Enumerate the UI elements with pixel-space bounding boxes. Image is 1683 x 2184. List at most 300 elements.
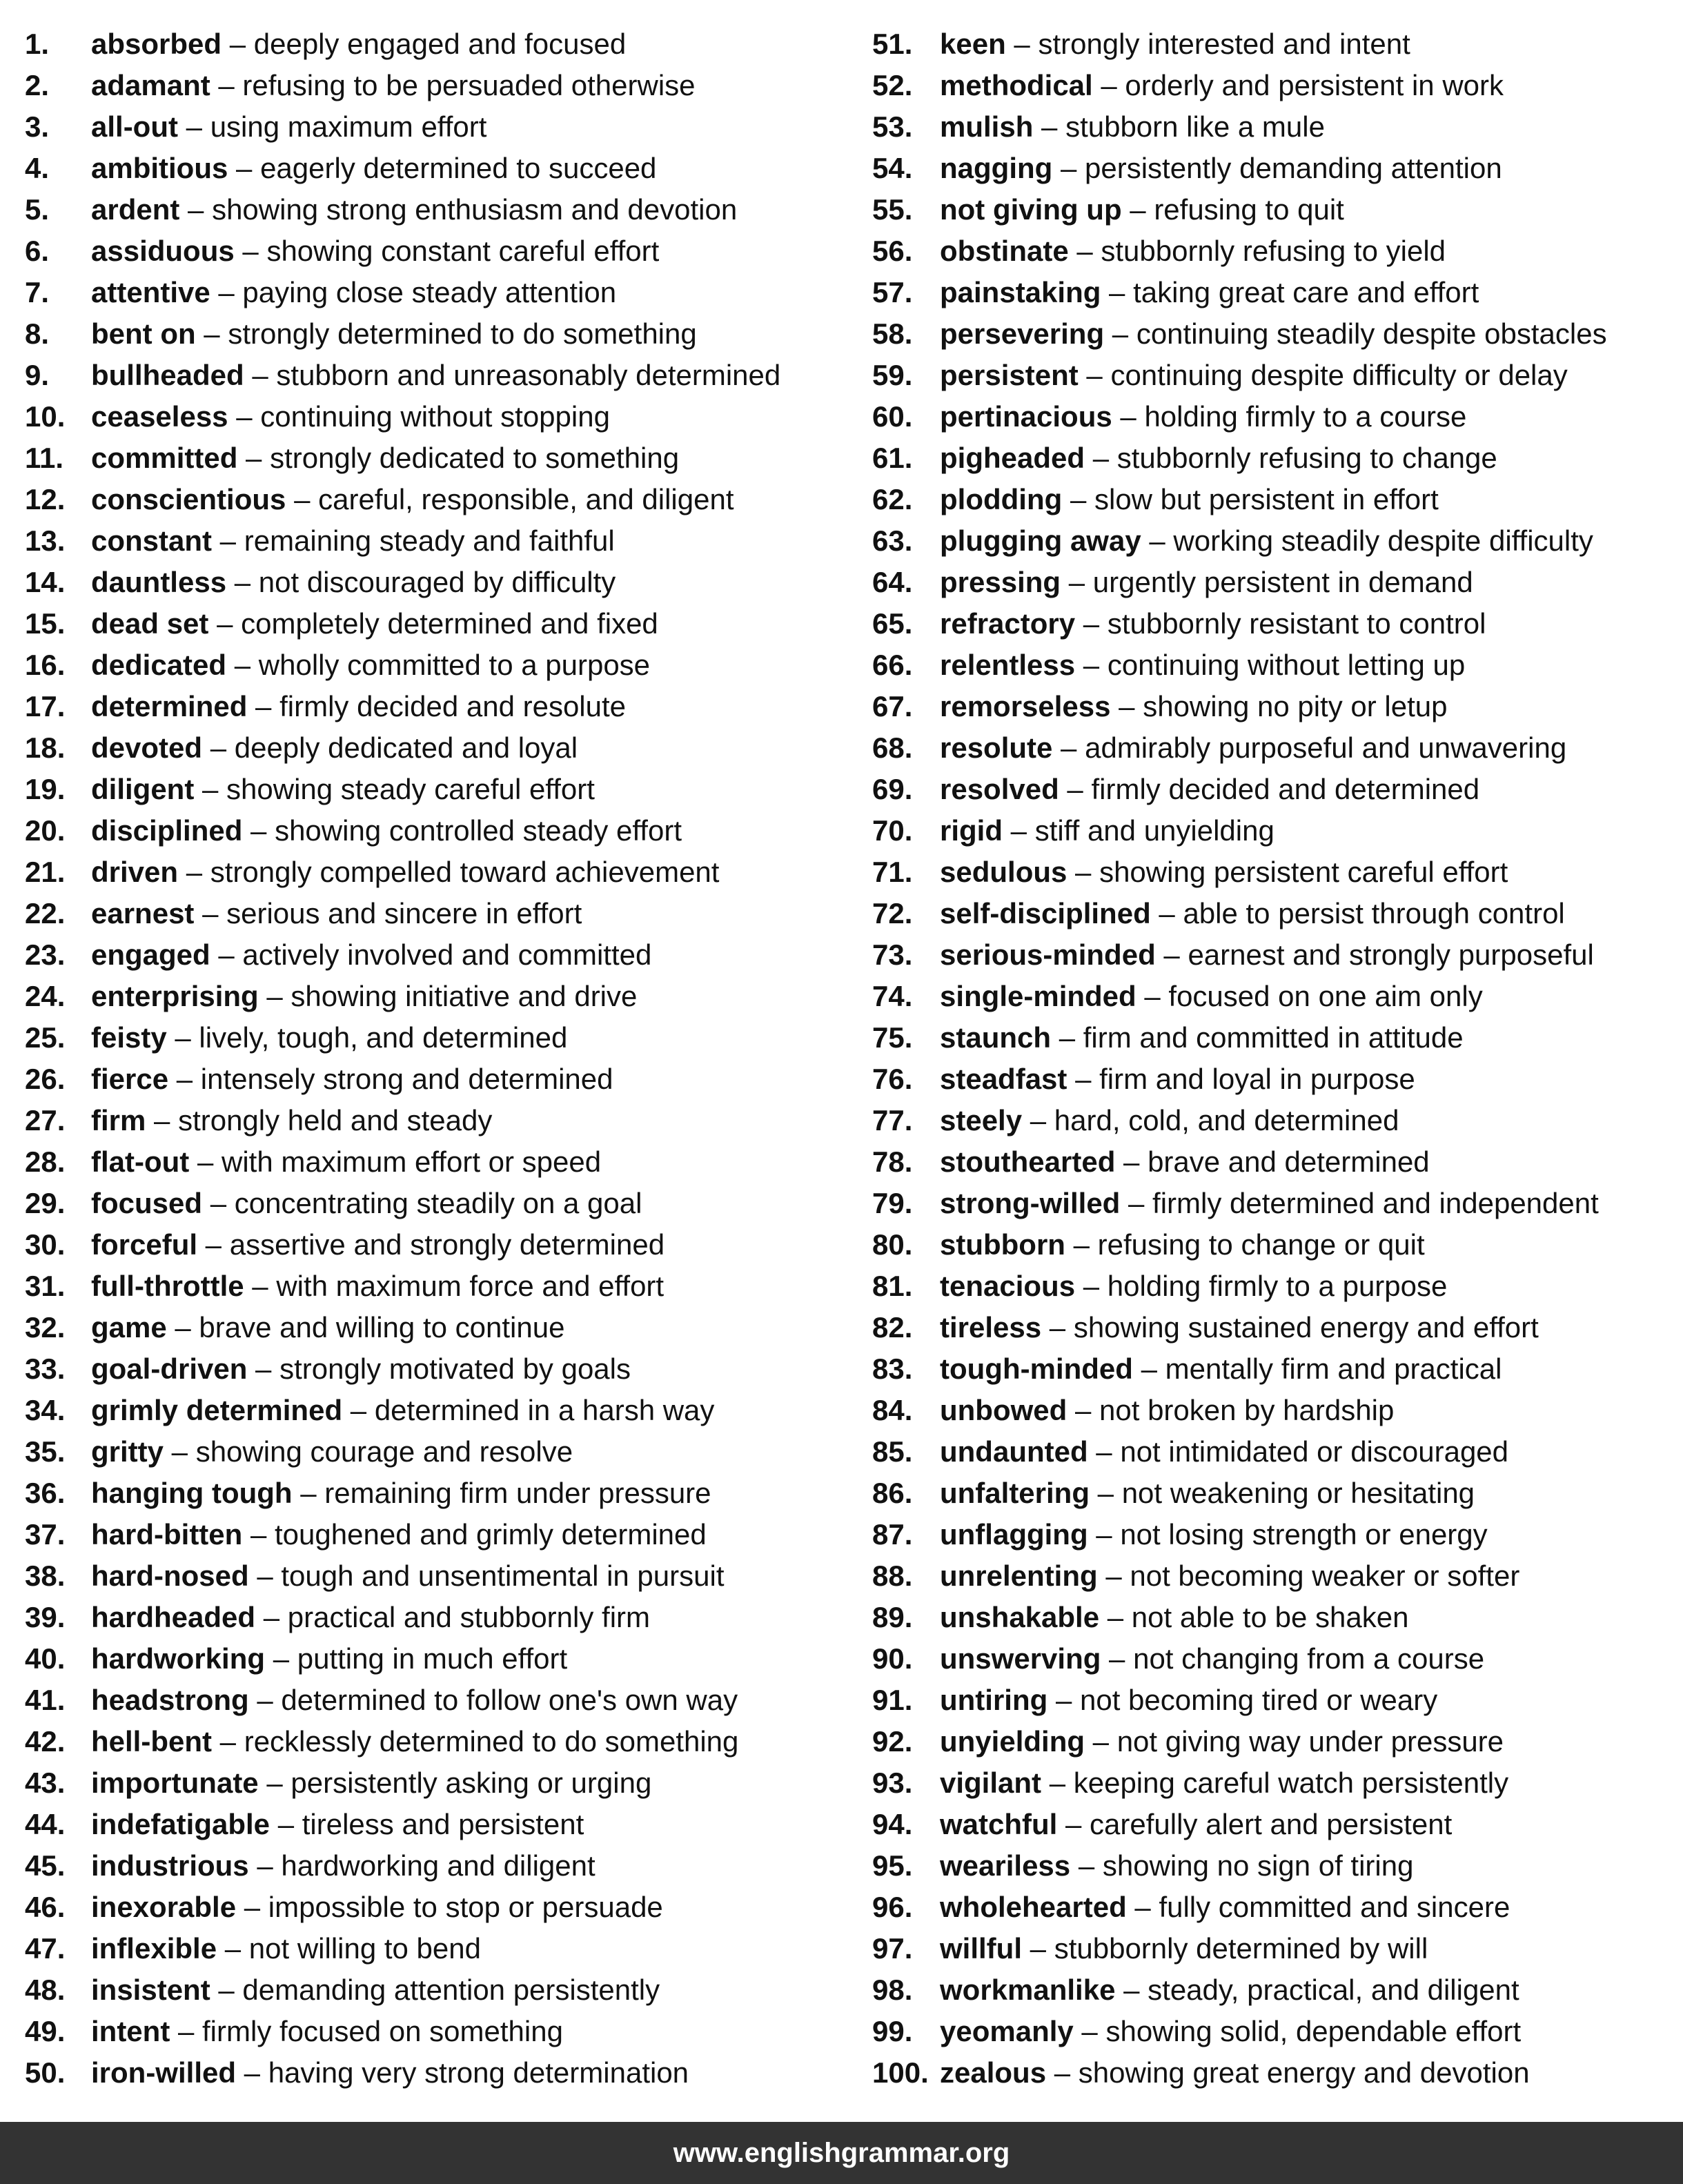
item-separator: – (222, 28, 254, 60)
list-item (872, 1514, 1683, 1555)
item-text (940, 1597, 1408, 1638)
list-item (25, 1845, 853, 1887)
list-item (872, 272, 1683, 313)
item-separator: – (1033, 110, 1066, 143)
item-number: 50. (25, 2056, 66, 2089)
list-item (25, 1183, 853, 1224)
item-definition: completely determined and fixed (241, 607, 658, 640)
item-number: 1. (25, 28, 50, 60)
item-word: focused (91, 1187, 203, 1219)
list-item (872, 1431, 1683, 1473)
item-separator: – (1059, 773, 1092, 805)
item-text (940, 1721, 1504, 1762)
item-number: 88. (872, 1560, 913, 1592)
item-text (91, 1680, 738, 1721)
item-word: bent on (91, 317, 196, 350)
item-text (940, 686, 1448, 727)
item-definition: showing controlled steady effort (275, 814, 682, 847)
item-separator: – (1110, 690, 1143, 722)
item-definition: firmly decided and resolute (279, 690, 627, 722)
list-item (25, 2011, 853, 2052)
item-separator: – (146, 1104, 179, 1137)
list-item (872, 355, 1683, 396)
item-word: not giving up (940, 193, 1122, 226)
list-item (25, 603, 853, 645)
item-number: 7. (25, 276, 50, 308)
list-item (872, 1638, 1683, 1680)
item-separator: – (217, 1932, 249, 1965)
item-text (940, 603, 1486, 645)
item-definition: keeping careful watch persistently (1073, 1767, 1509, 1799)
item-word: hell-bent (91, 1725, 212, 1758)
item-word: painstaking (940, 276, 1101, 308)
item-word: devoted (91, 731, 203, 764)
item-separator: – (1005, 28, 1039, 60)
list-item (872, 810, 1683, 852)
item-separator: – (237, 442, 270, 474)
item-word: disciplined (91, 814, 243, 847)
item-text (940, 230, 1446, 272)
item-definition: showing great energy and devotion (1078, 2056, 1530, 2089)
item-definition: stubborn and unreasonably determined (276, 359, 781, 391)
item-definition: stubbornly determined by will (1054, 1932, 1428, 1965)
item-separator: – (1065, 1228, 1098, 1261)
list-item (872, 1969, 1683, 2011)
item-separator: – (164, 1435, 196, 1468)
item-text (940, 1804, 1452, 1845)
item-number: 87. (872, 1518, 913, 1551)
item-word: feisty (91, 1021, 167, 1054)
item-definition: with maximum force and effort (276, 1270, 665, 1302)
item-number: 48. (25, 1974, 66, 2006)
item-definition: stubbornly refusing to yield (1101, 235, 1446, 267)
item-word: unflagging (940, 1518, 1088, 1551)
item-number: 95. (872, 1849, 913, 1882)
item-number: 55. (872, 193, 913, 226)
item-word: serious-minded (940, 938, 1156, 971)
item-text (91, 230, 659, 272)
item-separator: – (247, 690, 280, 722)
item-number: 47. (25, 1932, 66, 1965)
item-text (940, 189, 1344, 230)
item-number: 98. (872, 1974, 913, 2006)
item-text (91, 1183, 642, 1224)
item-text (940, 1680, 1437, 1721)
item-number: 36. (25, 1477, 66, 1509)
list-item (872, 1141, 1683, 1183)
item-word: willful (940, 1932, 1022, 1965)
item-definition: using maximum effort (210, 110, 487, 143)
item-text (91, 106, 486, 148)
list-item (872, 1804, 1683, 1845)
list-item (872, 1762, 1683, 1804)
item-word: pigheaded (940, 442, 1085, 474)
item-definition: deeply engaged and focused (253, 28, 627, 60)
list-item (872, 148, 1683, 189)
item-definition: eagerly determined to succeed (260, 152, 657, 184)
item-separator: – (1075, 649, 1108, 681)
item-word: refractory (940, 607, 1076, 640)
list-item (25, 230, 853, 272)
item-number: 3. (25, 110, 50, 143)
item-definition: firmly decided and determined (1091, 773, 1480, 805)
item-number: 72. (872, 897, 913, 929)
list-item (872, 769, 1683, 810)
item-definition: determined to follow one's own way (281, 1684, 738, 1716)
item-separator: – (1099, 1601, 1132, 1633)
item-separator: – (258, 1767, 291, 1799)
item-text (91, 355, 780, 396)
list-item (872, 1224, 1683, 1266)
item-separator: – (1051, 1021, 1083, 1054)
item-number: 9. (25, 359, 50, 391)
item-definition: strongly determined to do something (228, 317, 697, 350)
item-separator: – (1101, 276, 1134, 308)
item-separator: – (1141, 524, 1174, 557)
item-definition: persistently asking or urging (291, 1767, 652, 1799)
item-word: determined (91, 690, 248, 722)
item-separator: – (1090, 1477, 1122, 1509)
list-item (872, 106, 1683, 148)
item-number: 94. (872, 1808, 913, 1840)
item-separator: – (1047, 1684, 1080, 1716)
item-number: 91. (872, 1684, 913, 1716)
item-number: 44. (25, 1808, 66, 1840)
item-word: full-throttle (91, 1270, 244, 1302)
item-number: 74. (872, 980, 913, 1012)
item-definition: brave and determined (1148, 1145, 1430, 1178)
item-separator: – (210, 1974, 243, 2006)
item-definition: holding firmly to a purpose (1107, 1270, 1448, 1302)
item-separator: – (236, 2056, 268, 2089)
item-number: 92. (872, 1725, 913, 1758)
item-number: 33. (25, 1352, 66, 1385)
list-item (25, 1721, 853, 1762)
item-text (940, 893, 1565, 934)
item-definition: steady, practical, and diligent (1148, 1974, 1519, 2006)
item-separator: – (1112, 400, 1145, 433)
item-definition: not able to be shaken (1131, 1601, 1409, 1633)
item-word: dauntless (91, 566, 227, 598)
item-word: strong-willed (940, 1187, 1121, 1219)
list-item (25, 1224, 853, 1266)
list-item (872, 1307, 1683, 1348)
item-separator: – (195, 317, 228, 350)
list-item (25, 437, 853, 479)
list-item (25, 1680, 853, 1721)
item-separator: – (244, 1270, 277, 1302)
item-text (91, 1597, 650, 1638)
item-text (940, 2011, 1521, 2052)
item-word: dead set (91, 607, 209, 640)
item-definition: firmly focused on something (202, 2015, 563, 2047)
item-word: indefatigable (91, 1808, 270, 1840)
item-text (91, 272, 616, 313)
item-definition: stubbornly refusing to change (1116, 442, 1497, 474)
item-definition: carefully alert and persistent (1090, 1808, 1453, 1840)
item-text (91, 810, 682, 852)
item-text (91, 1638, 567, 1680)
item-separator: – (1120, 1187, 1153, 1219)
item-text (940, 313, 1607, 355)
item-number: 13. (25, 524, 66, 557)
item-word: methodical (940, 69, 1093, 101)
item-definition: showing persistent careful effort (1099, 856, 1508, 888)
item-word: hanging tough (91, 1477, 293, 1509)
item-number: 29. (25, 1187, 66, 1219)
item-definition: showing steady careful effort (226, 773, 595, 805)
item-separator: – (247, 1352, 280, 1385)
item-number: 24. (25, 980, 66, 1012)
item-separator: – (194, 773, 227, 805)
item-text (91, 1928, 481, 1969)
item-number: 78. (872, 1145, 913, 1178)
item-separator: – (1067, 1394, 1100, 1426)
item-text (91, 23, 626, 65)
item-word: staunch (940, 1021, 1052, 1054)
list-item (872, 1597, 1683, 1638)
item-text (940, 1887, 1510, 1928)
item-text (940, 562, 1473, 603)
item-number: 51. (872, 28, 913, 60)
item-separator: – (342, 1394, 375, 1426)
item-definition: showing courage and resolve (195, 1435, 573, 1468)
item-text (91, 769, 595, 810)
item-word: undaunted (940, 1435, 1088, 1468)
item-separator: – (177, 110, 210, 143)
list-item (872, 1348, 1683, 1390)
list-item (872, 1100, 1683, 1141)
list-item (25, 520, 853, 562)
item-separator: – (226, 649, 259, 681)
item-definition: not willing to bend (248, 1932, 481, 1965)
list-item (25, 1431, 853, 1473)
list-item (25, 1100, 853, 1141)
item-number: 41. (25, 1684, 66, 1716)
item-definition: continuing despite difficulty or delay (1110, 359, 1568, 391)
item-number: 100. (872, 2056, 929, 2089)
list-item (872, 1555, 1683, 1597)
list-item (872, 1266, 1683, 1307)
item-number: 28. (25, 1145, 66, 1178)
item-word: bullheaded (91, 359, 244, 391)
item-separator: – (166, 1021, 199, 1054)
item-definition: not becoming weaker or softer (1130, 1560, 1520, 1592)
item-number: 38. (25, 1560, 66, 1592)
item-word: industrious (91, 1849, 249, 1882)
item-text (91, 520, 615, 562)
item-word: remorseless (940, 690, 1111, 722)
item-word: attentive (91, 276, 210, 308)
list-item (25, 1390, 853, 1431)
item-word: mulish (940, 110, 1034, 143)
item-text (940, 272, 1479, 313)
item-text (91, 2011, 563, 2052)
list-item (25, 355, 853, 396)
item-separator: – (248, 1849, 282, 1882)
item-definition: strongly dedicated to something (270, 442, 680, 474)
list-item (25, 1307, 853, 1348)
item-number: 77. (872, 1104, 913, 1137)
item-text (940, 1431, 1508, 1473)
item-text (91, 1887, 663, 1928)
item-separator: – (1126, 1891, 1159, 1923)
item-number: 21. (25, 856, 66, 888)
item-number: 12. (25, 483, 66, 515)
item-word: absorbed (91, 28, 222, 60)
item-word: all-out (91, 110, 178, 143)
list-item (872, 1059, 1683, 1100)
list-item (872, 934, 1683, 976)
item-definition: determined in a harsh way (374, 1394, 715, 1426)
item-text (91, 313, 697, 355)
list-item (872, 1473, 1683, 1514)
list-item (872, 479, 1683, 520)
item-definition: stubbornly resistant to control (1107, 607, 1486, 640)
item-word: yeomanly (940, 2015, 1074, 2047)
item-text (91, 1059, 613, 1100)
item-separator: – (1061, 566, 1093, 598)
item-definition: focused on one aim only (1168, 980, 1483, 1012)
item-word: flat-out (91, 1145, 190, 1178)
item-text (91, 1473, 711, 1514)
item-text (940, 1514, 1488, 1555)
item-text (940, 1845, 1413, 1887)
item-text (940, 1473, 1475, 1514)
list-item (872, 65, 1683, 106)
item-separator: – (202, 1187, 235, 1219)
item-separator: – (210, 276, 243, 308)
item-separator: – (166, 1311, 199, 1344)
item-separator: – (226, 566, 259, 598)
item-definition: demanding attention persistently (242, 1974, 660, 2006)
item-separator: – (1078, 359, 1111, 391)
item-separator: – (236, 1891, 268, 1923)
list-item (872, 852, 1683, 893)
item-separator: – (212, 1725, 244, 1758)
item-number: 25. (25, 1021, 66, 1054)
list-item (25, 934, 853, 976)
item-text (91, 1390, 714, 1431)
item-separator: – (1087, 1435, 1121, 1468)
item-text (91, 1845, 596, 1887)
list-item (872, 396, 1683, 437)
list-item (872, 2011, 1683, 2052)
list-item (25, 1059, 853, 1100)
item-text (940, 1017, 1464, 1059)
item-word: forceful (91, 1228, 198, 1261)
item-definition: tough and unsentimental in pursuit (281, 1560, 725, 1592)
item-word: enterprising (91, 980, 259, 1012)
item-separator: – (1101, 1642, 1134, 1675)
item-number: 5. (25, 193, 50, 226)
item-number: 10. (25, 400, 66, 433)
item-text (940, 1059, 1415, 1100)
list-item (872, 520, 1683, 562)
item-definition: showing no sign of tiring (1102, 1849, 1414, 1882)
list-item (872, 727, 1683, 769)
item-separator: – (210, 69, 243, 101)
item-word: relentless (940, 649, 1076, 681)
item-number: 60. (872, 400, 913, 433)
list-item (25, 727, 853, 769)
item-number: 67. (872, 690, 913, 722)
item-number: 32. (25, 1311, 66, 1344)
item-text (91, 686, 626, 727)
item-definition: showing strong enthusiasm and devotion (212, 193, 738, 226)
list-item (872, 189, 1683, 230)
item-number: 76. (872, 1063, 913, 1095)
item-text (91, 1555, 725, 1597)
item-definition: strongly motivated by goals (279, 1352, 631, 1385)
item-number: 61. (872, 442, 913, 474)
item-definition: serious and sincere in effort (226, 897, 582, 929)
item-text (91, 1348, 631, 1390)
item-number: 43. (25, 1767, 66, 1799)
list-item (25, 23, 853, 65)
item-definition: orderly and persistent in work (1125, 69, 1504, 101)
item-definition: having very strong determination (268, 2056, 689, 2089)
item-definition: able to persist through control (1183, 897, 1565, 929)
item-text (940, 934, 1594, 976)
list-item (872, 1928, 1683, 1969)
item-word: sedulous (940, 856, 1067, 888)
item-number: 99. (872, 2015, 913, 2047)
item-number: 57. (872, 276, 913, 308)
list-item (872, 603, 1683, 645)
item-separator: – (1132, 1352, 1165, 1385)
item-word: vigilant (940, 1767, 1042, 1799)
item-separator: – (248, 1560, 282, 1592)
item-separator: – (189, 1145, 222, 1178)
list-item (872, 562, 1683, 603)
list-item (872, 1721, 1683, 1762)
item-number: 34. (25, 1394, 66, 1426)
item-number: 70. (872, 814, 913, 847)
item-text (91, 1514, 707, 1555)
item-text (940, 148, 1502, 189)
item-definition: concentrating steadily on a goal (234, 1187, 642, 1219)
item-definition: showing constant careful effort (266, 235, 660, 267)
item-text (91, 1307, 564, 1348)
item-number: 84. (872, 1394, 913, 1426)
list-item (872, 1183, 1683, 1224)
item-word: firm (91, 1104, 146, 1137)
item-word: ardent (91, 193, 180, 226)
item-separator: – (170, 2015, 203, 2047)
item-definition: firm and loyal in purpose (1099, 1063, 1415, 1095)
item-word: hard-nosed (91, 1560, 249, 1592)
item-definition: actively involved and committed (242, 938, 652, 971)
item-text (940, 852, 1508, 893)
item-separator: – (265, 1642, 297, 1675)
item-word: importunate (91, 1767, 259, 1799)
item-number: 40. (25, 1642, 66, 1675)
item-word: unbowed (940, 1394, 1067, 1426)
item-text (940, 520, 1593, 562)
item-word: ceaseless (91, 400, 228, 433)
item-separator: – (208, 607, 242, 640)
item-separator: – (1052, 152, 1085, 184)
item-definition: impossible to stop or persuade (268, 1891, 663, 1923)
item-number: 89. (872, 1601, 913, 1633)
footer-bar (0, 2122, 1683, 2184)
item-text (91, 2052, 689, 2094)
list-item (25, 645, 853, 686)
item-number: 11. (25, 442, 64, 474)
list-item (872, 1017, 1683, 1059)
item-separator: – (1092, 69, 1125, 101)
